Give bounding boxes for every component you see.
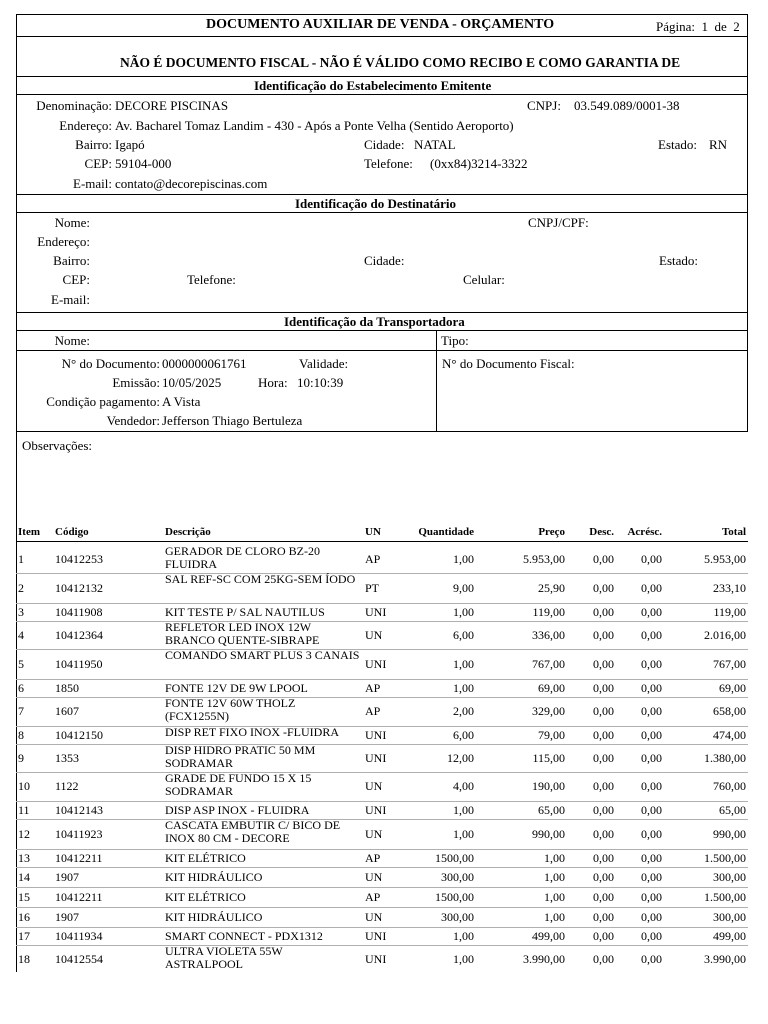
table-left-border	[16, 432, 17, 972]
col-codigo-header: Código	[55, 526, 89, 538]
cell-item: 17	[18, 929, 30, 943]
cell-codigo: 10412364	[55, 628, 103, 642]
page-label: Página:	[656, 19, 695, 34]
cell-descricao: DISP RET FIXO INOX -FLUIDRA	[165, 725, 340, 739]
cell-quantidade: 4,00	[453, 779, 474, 793]
cell-un: UNI	[365, 929, 387, 943]
cell-descricao: ULTRA VIOLETA 55W ASTRALPOOL	[165, 944, 283, 971]
row-divider	[16, 679, 748, 680]
doc-vendedor-label: Vendedor:	[106, 413, 160, 428]
cell-total: 767,00	[713, 657, 746, 671]
row-divider	[16, 649, 748, 650]
row-divider	[16, 801, 748, 802]
cell-quantidade: 1,00	[453, 952, 474, 966]
row-divider	[16, 726, 748, 727]
cell-acresc: 0,00	[641, 890, 662, 904]
cell-codigo: 10412253	[55, 552, 103, 566]
cell-desc: 0,00	[593, 628, 614, 642]
doc-numero-value: 0000000061761	[162, 356, 247, 371]
cell-item: 15	[18, 890, 30, 904]
cell-item: 5	[18, 657, 24, 671]
cell-descricao: CASCATA EMBUTIR C/ BICO DE INOX 80 CM - DECORE	[165, 818, 341, 845]
cell-descricao: KIT ELÉTRICO	[165, 851, 246, 865]
cell-un: AP	[365, 851, 381, 865]
cell-un: UN	[365, 779, 383, 793]
cell-descricao: KIT TESTE P/ SAL NAUTILUS	[165, 605, 325, 619]
dest-email-label: E-mail:	[51, 292, 90, 307]
cell-codigo: 10411934	[55, 929, 103, 943]
cell-preco: 990,00	[532, 827, 565, 841]
cell-un: UNI	[365, 728, 387, 742]
cell-preco: 1,00	[544, 890, 565, 904]
cell-desc: 0,00	[593, 851, 614, 865]
dest-cidade-label: Cidade:	[364, 253, 405, 268]
cell-descricao: KIT HIDRÁULICO	[165, 910, 263, 924]
bairro-label: Bairro:	[75, 137, 112, 152]
cell-descricao: COMANDO SMART PLUS 3 CANAIS	[165, 648, 360, 662]
dest-estado-label: Estado:	[659, 253, 698, 268]
cell-acresc: 0,00	[641, 751, 662, 765]
page-of: de	[714, 19, 727, 34]
col-acresc-header: Acrésc.	[627, 526, 662, 538]
cell-codigo: 10412132	[55, 581, 103, 595]
cell-quantidade: 12,00	[447, 751, 474, 765]
row-divider	[16, 867, 748, 868]
fiscal-notice: NÃO É DOCUMENTO FISCAL - NÃO É VÁLIDO COMO RECIBO E COMO GARANTIA DE	[120, 55, 681, 70]
cell-quantidade: 2,00	[453, 704, 474, 718]
dest-cep-label: CEP:	[62, 272, 90, 287]
cell-total: 233,10	[713, 581, 746, 595]
cep-value: 59104-000	[115, 156, 172, 171]
cell-quantidade: 1,00	[453, 605, 474, 619]
cell-acresc: 0,00	[641, 628, 662, 642]
dest-nome-label: Nome:	[54, 215, 90, 230]
cell-un: PT	[365, 581, 380, 595]
cell-un: UNI	[365, 751, 387, 765]
cell-preco: 1,00	[544, 870, 565, 884]
dest-telefone-label: Telefone:	[187, 272, 236, 287]
cell-total: 1.500,00	[704, 890, 746, 904]
cell-item: 4	[18, 628, 24, 642]
doc-validade-label: Validade:	[299, 356, 349, 371]
cell-un: AP	[365, 890, 381, 904]
cell-total: 3.990,00	[704, 952, 746, 966]
col-desc-header: Desc.	[589, 526, 614, 538]
doc-numero-label: N° do Documento:	[61, 356, 160, 371]
rule	[16, 194, 748, 195]
cell-un: AP	[365, 704, 381, 718]
section-title-destinatario: Identificação do Destinatário	[295, 196, 457, 211]
cell-acresc: 0,00	[641, 952, 662, 966]
cell-codigo: 1607	[55, 704, 79, 718]
email-value: contato@decorepiscinas.com	[115, 176, 268, 191]
cell-un: AP	[365, 681, 381, 695]
cell-item: 2	[18, 581, 24, 595]
cell-preco: 65,00	[538, 803, 565, 817]
cell-item: 9	[18, 751, 24, 765]
cell-acresc: 0,00	[641, 728, 662, 742]
cidade-value: NATAL	[414, 137, 456, 152]
cell-preco: 79,00	[538, 728, 565, 742]
cell-codigo: 1850	[55, 681, 79, 695]
cell-desc: 0,00	[593, 910, 614, 924]
rule	[16, 212, 748, 213]
transp-tipo-label: Tipo:	[441, 333, 469, 348]
endereco-label: Endereço:	[59, 118, 112, 133]
cell-acresc: 0,00	[641, 704, 662, 718]
doc-condicao-label: Condição pagamento:	[46, 394, 160, 409]
cell-item: 6	[18, 681, 24, 695]
cell-codigo: 10412554	[55, 952, 103, 966]
cell-desc: 0,00	[593, 581, 614, 595]
rule	[16, 312, 748, 313]
cnpj-label: CNPJ:	[527, 98, 561, 113]
col-total-header: Total	[721, 526, 746, 538]
cell-acresc: 0,00	[641, 929, 662, 943]
cell-quantidade: 300,00	[441, 870, 474, 884]
estado-label: Estado:	[658, 137, 697, 152]
cell-total: 69,00	[719, 681, 746, 695]
cell-total: 1.380,00	[704, 751, 746, 765]
cell-item: 8	[18, 728, 24, 742]
cell-quantidade: 6,00	[453, 728, 474, 742]
email-label: E-mail:	[73, 176, 112, 191]
cell-desc: 0,00	[593, 870, 614, 884]
cell-desc: 0,00	[593, 827, 614, 841]
cell-descricao: FONTE 12V DE 9W LPOOL	[165, 681, 308, 695]
endereco-value: Av. Bacharel Tomaz Landim - 430 - Após a Ponte Velha (Sentido Aeroporto)	[115, 118, 514, 133]
doc-fiscal-label: N° do Documento Fiscal:	[442, 356, 575, 371]
cell-preco: 499,00	[532, 929, 565, 943]
page-current: 1	[701, 19, 708, 34]
page-indicator	[656, 19, 740, 35]
row-divider	[16, 744, 748, 745]
transp-nome-label: Nome:	[54, 333, 90, 348]
cell-desc: 0,00	[593, 657, 614, 671]
cell-desc: 0,00	[593, 803, 614, 817]
cell-quantidade: 1,00	[453, 552, 474, 566]
cell-quantidade: 1500,00	[435, 890, 474, 904]
cell-preco: 25,90	[538, 581, 565, 595]
col-un-header: UN	[365, 526, 381, 538]
doc-emissao-label: Emissão:	[112, 375, 160, 390]
cell-item: 13	[18, 851, 30, 865]
rule	[16, 36, 748, 37]
cell-codigo: 10411923	[55, 827, 103, 841]
cell-item: 18	[18, 952, 30, 966]
row-divider	[16, 573, 748, 574]
cell-un: UNI	[365, 952, 387, 966]
row-divider	[16, 927, 748, 928]
doc-vendedor-value: Jefferson Thiago Bertuleza	[162, 413, 303, 428]
cell-codigo: 1122	[55, 779, 79, 793]
cell-un: UN	[365, 910, 383, 924]
cell-descricao: KIT HIDRÁULICO	[165, 870, 263, 884]
cell-item: 10	[18, 779, 30, 793]
cell-acresc: 0,00	[641, 803, 662, 817]
cell-quantidade: 300,00	[441, 910, 474, 924]
bairro-value: Igapó	[115, 137, 145, 152]
cell-acresc: 0,00	[641, 910, 662, 924]
cell-quantidade: 1,00	[453, 929, 474, 943]
row-divider	[16, 819, 748, 820]
cnpj-value: 03.549.089/0001-38	[574, 98, 680, 113]
cell-desc: 0,00	[593, 952, 614, 966]
cell-descricao: FONTE 12V 60W THOLZ (FCX1255N)	[165, 696, 296, 723]
cell-desc: 0,00	[593, 890, 614, 904]
denominacao-label: Denominação:	[36, 98, 112, 113]
cell-acresc: 0,00	[641, 870, 662, 884]
cell-total: 300,00	[713, 910, 746, 924]
cell-desc: 0,00	[593, 704, 614, 718]
cell-un: UN	[365, 870, 383, 884]
cell-item: 12	[18, 827, 30, 841]
cell-quantidade: 1,00	[453, 803, 474, 817]
cep-label: CEP:	[84, 156, 112, 171]
cell-descricao: KIT ELÉTRICO	[165, 890, 246, 904]
cell-total: 1.500,00	[704, 851, 746, 865]
denominacao-value: DECORE PISCINAS	[115, 98, 229, 113]
row-divider	[16, 849, 748, 850]
cell-descricao: GERADOR DE CLORO BZ-20 FLUIDRA	[165, 544, 320, 571]
cell-total: 65,00	[719, 803, 746, 817]
cell-acresc: 0,00	[641, 581, 662, 595]
cell-desc: 0,00	[593, 929, 614, 943]
telefone-label: Telefone:	[364, 156, 413, 171]
dest-endereco-label: Endereço:	[37, 234, 90, 249]
cell-codigo: 10412211	[55, 890, 103, 904]
cell-acresc: 0,00	[641, 552, 662, 566]
cell-acresc: 0,00	[641, 605, 662, 619]
col-item-header: Item	[18, 526, 40, 538]
cell-preco: 767,00	[532, 657, 565, 671]
section-title-emitente: Identificação do Estabelecimento Emitente	[254, 78, 492, 93]
cell-codigo: 10412150	[55, 728, 103, 742]
cell-un: UNI	[365, 657, 387, 671]
cell-codigo: 10411950	[55, 657, 103, 671]
cell-desc: 0,00	[593, 728, 614, 742]
cell-codigo: 10411908	[55, 605, 103, 619]
document-title: DOCUMENTO AUXILIAR DE VENDA - ORÇAMENTO	[206, 17, 555, 32]
cell-desc: 0,00	[593, 751, 614, 765]
row-divider	[16, 945, 748, 946]
cell-acresc: 0,00	[641, 657, 662, 671]
cell-acresc: 0,00	[641, 827, 662, 841]
doc-hora-value: 10:10:39	[297, 375, 344, 390]
cell-quantidade: 6,00	[453, 628, 474, 642]
doc-hora-label: Hora:	[258, 375, 288, 390]
observacoes-label: Observações:	[22, 438, 93, 453]
cell-quantidade: 1,00	[453, 827, 474, 841]
cell-codigo: 1353	[55, 751, 79, 765]
cell-desc: 0,00	[593, 552, 614, 566]
cell-preco: 190,00	[532, 779, 565, 793]
cell-preco: 1,00	[544, 851, 565, 865]
table-header-rule	[16, 541, 748, 542]
cell-item: 11	[18, 803, 30, 817]
cell-total: 499,00	[713, 929, 746, 943]
doc-condicao-value: A Vista	[162, 394, 201, 409]
cell-descricao: SAL REF-SC COM 25KG-SEM ÍODO	[165, 572, 356, 586]
cell-total: 119,00	[713, 605, 746, 619]
rule	[16, 330, 748, 331]
cell-descricao: DISP HIDRO PRATIC 50 MM SODRAMAR	[165, 743, 316, 770]
rule	[16, 76, 748, 77]
cidade-label: Cidade:	[364, 137, 405, 152]
dest-celular-label: Celular:	[463, 272, 505, 287]
estado-value: RN	[709, 137, 728, 152]
cell-item: 3	[18, 605, 24, 619]
cell-total: 474,00	[713, 728, 746, 742]
cell-codigo: 1907	[55, 910, 79, 924]
row-divider	[16, 603, 748, 604]
row-divider	[16, 772, 748, 773]
cell-preco: 3.990,00	[523, 952, 565, 966]
cell-total: 990,00	[713, 827, 746, 841]
column-divider	[436, 330, 437, 432]
col-preco-header: Preço	[538, 526, 565, 538]
cell-item: 1	[18, 552, 24, 566]
cell-quantidade: 1500,00	[435, 851, 474, 865]
cell-item: 7	[18, 704, 24, 718]
cell-codigo: 1907	[55, 870, 79, 884]
cell-desc: 0,00	[593, 605, 614, 619]
cell-un: UNI	[365, 803, 387, 817]
cell-quantidade: 1,00	[453, 681, 474, 695]
cell-total: 300,00	[713, 870, 746, 884]
cell-codigo: 10412143	[55, 803, 103, 817]
cell-preco: 69,00	[538, 681, 565, 695]
cell-preco: 5.953,00	[523, 552, 565, 566]
doc-emissao-value: 10/05/2025	[162, 375, 222, 390]
row-divider	[16, 887, 748, 888]
cell-item: 14	[18, 870, 30, 884]
col-quantidade-header: Quantidade	[418, 526, 474, 538]
cell-preco: 336,00	[532, 628, 565, 642]
row-divider	[16, 621, 748, 622]
page-total: 2	[733, 19, 740, 34]
cell-desc: 0,00	[593, 779, 614, 793]
cell-un: UN	[365, 628, 383, 642]
cell-acresc: 0,00	[641, 681, 662, 695]
cell-preco: 119,00	[532, 605, 565, 619]
cell-item: 16	[18, 910, 30, 924]
cell-descricao: DISP ASP INOX - FLUIDRA	[165, 803, 310, 817]
telefone-value: (0xx84)3214-3322	[430, 156, 528, 171]
cell-quantidade: 9,00	[453, 581, 474, 595]
cell-codigo: 10412211	[55, 851, 103, 865]
cell-preco: 115,00	[532, 751, 565, 765]
cell-un: UN	[365, 827, 383, 841]
row-divider	[16, 907, 748, 908]
rule	[16, 94, 748, 95]
col-descricao-header: Descrição	[165, 526, 211, 538]
cell-un: AP	[365, 552, 381, 566]
cell-total: 5.953,00	[704, 552, 746, 566]
cell-desc: 0,00	[593, 681, 614, 695]
cell-total: 760,00	[713, 779, 746, 793]
cell-total: 658,00	[713, 704, 746, 718]
dest-bairro-label: Bairro:	[53, 253, 90, 268]
cell-total: 2.016,00	[704, 628, 746, 642]
cell-un: UNI	[365, 605, 387, 619]
cell-descricao: GRADE DE FUNDO 15 X 15 SODRAMAR	[165, 771, 312, 798]
cell-descricao: REFLETOR LED INOX 12W BRANCO QUENTE-SIBRAPE	[165, 620, 320, 647]
cell-acresc: 0,00	[641, 779, 662, 793]
dest-cnpj-label: CNPJ/CPF:	[528, 215, 589, 230]
cell-descricao: SMART CONNECT - PDX1312	[165, 929, 323, 943]
cell-quantidade: 1,00	[453, 657, 474, 671]
row-divider	[16, 697, 748, 698]
cell-preco: 1,00	[544, 910, 565, 924]
section-title-transportadora: Identificação da Transportadora	[284, 314, 465, 329]
cell-preco: 329,00	[532, 704, 565, 718]
cell-acresc: 0,00	[641, 851, 662, 865]
rule	[16, 350, 748, 351]
